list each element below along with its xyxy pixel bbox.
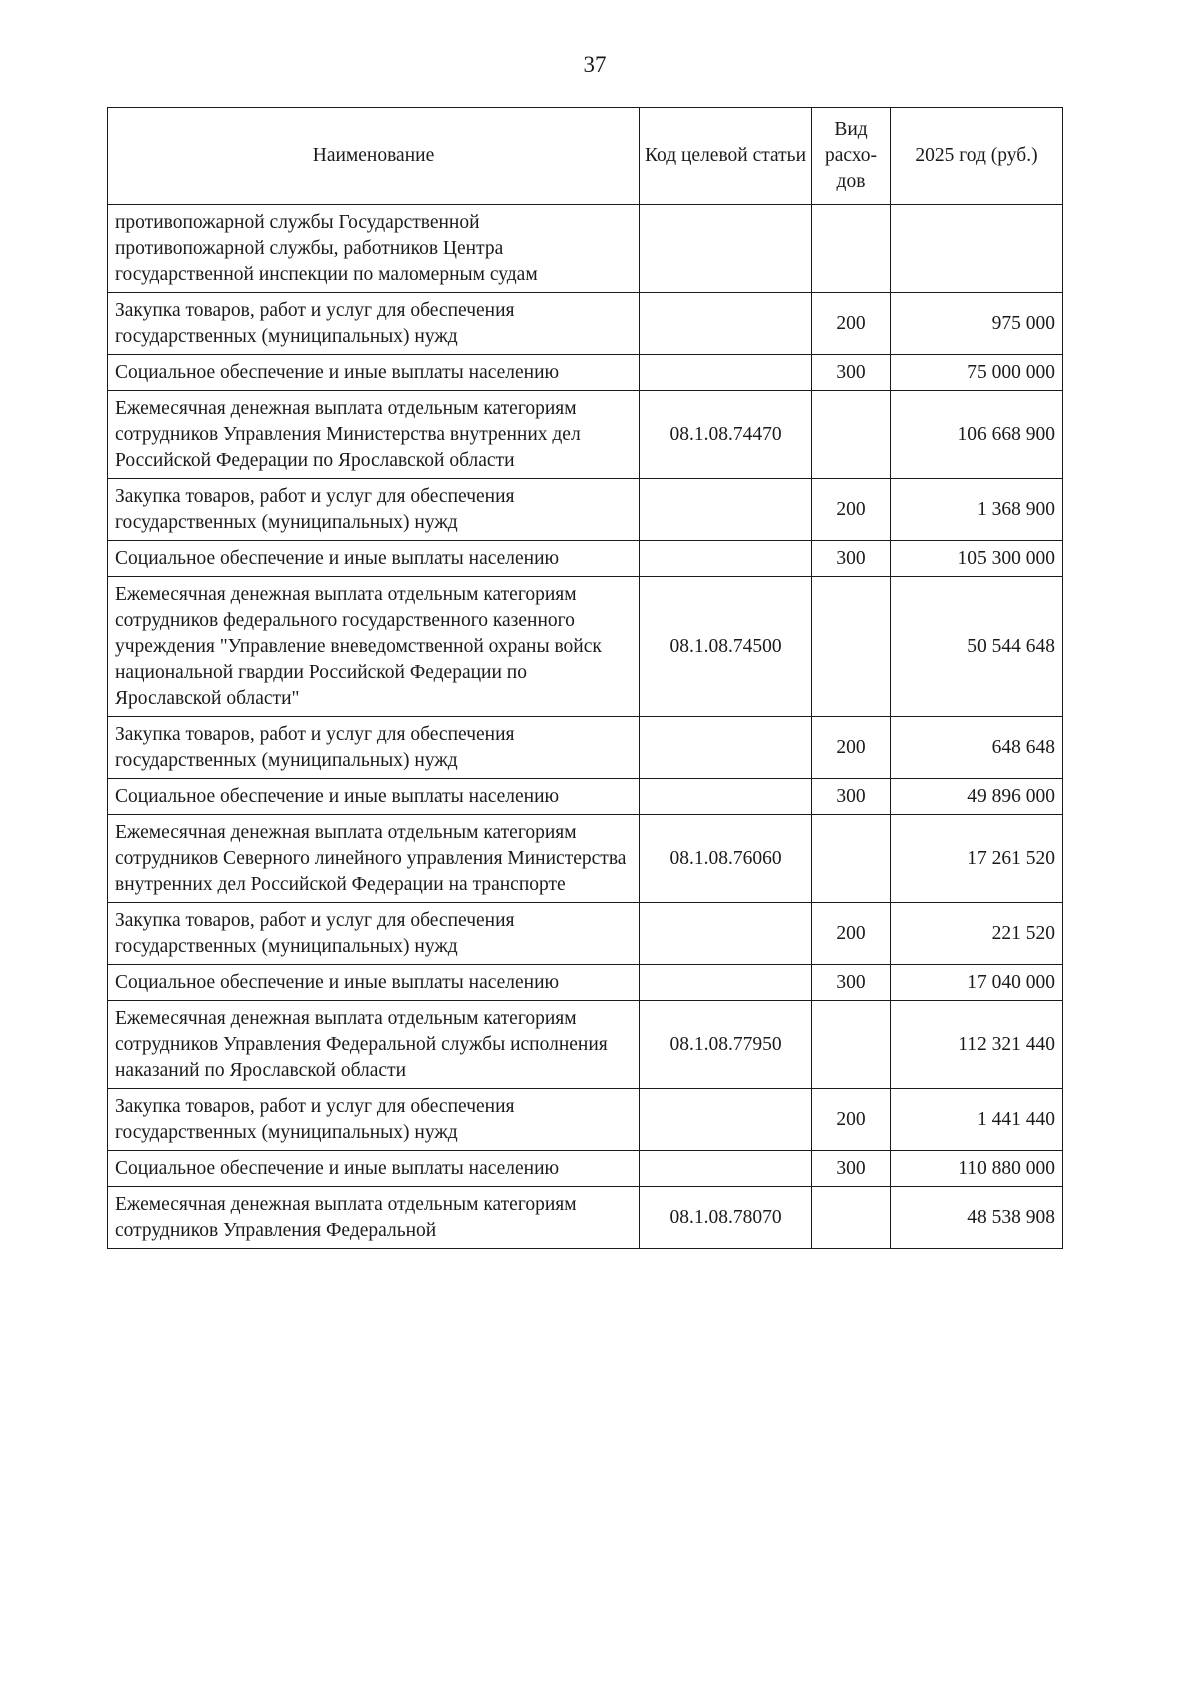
cell-kind: 300: [812, 965, 891, 1001]
cell-name: Закупка товаров, работ и услуг для обеспечения государственных (муниципальных) нужд: [108, 1089, 640, 1151]
cell-kind: 300: [812, 541, 891, 577]
cell-code: [640, 541, 812, 577]
header-kind: Вид расхо-дов: [812, 108, 891, 205]
cell-name: Социальное обеспечение и иные выплаты населению: [108, 355, 640, 391]
budget-table: [107, 107, 1063, 1249]
cell-kind: [812, 815, 891, 903]
table-row: [108, 717, 1063, 779]
cell-sum: 1 441 440: [891, 1089, 1063, 1151]
cell-code: [640, 903, 812, 965]
cell-sum: 48 538 908: [891, 1187, 1063, 1249]
cell-name: Ежемесячная денежная выплата отдельным категориям сотрудников Управления Федеральной службы исполнения наказаний по Ярославской области: [108, 1001, 640, 1089]
page-number: 37: [583, 52, 607, 77]
table-row: [108, 779, 1063, 815]
cell-code: 08.1.08.74500: [640, 577, 812, 717]
cell-name: Ежемесячная денежная выплата отдельным категориям сотрудников Северного линейного управления Министерства внутренних дел Российской Федерации на транспорте: [108, 815, 640, 903]
cell-kind: 300: [812, 355, 891, 391]
cell-sum: 648 648: [891, 717, 1063, 779]
cell-sum: [891, 205, 1063, 293]
cell-code: [640, 205, 812, 293]
cell-name: противопожарной службы Государственной противопожарной службы, работников Центра государственной инспекции по маломерным судам: [108, 205, 640, 293]
table-row: [108, 293, 1063, 355]
cell-name: Ежемесячная денежная выплата отдельным категориям сотрудников Управления Федеральной: [108, 1187, 640, 1249]
cell-sum: 49 896 000: [891, 779, 1063, 815]
cell-sum: 112 321 440: [891, 1001, 1063, 1089]
table-row: [108, 965, 1063, 1001]
table-row: [108, 1089, 1063, 1151]
cell-sum: 1 368 900: [891, 479, 1063, 541]
cell-kind: [812, 1001, 891, 1089]
cell-sum: 221 520: [891, 903, 1063, 965]
cell-kind: 200: [812, 903, 891, 965]
cell-sum: 975 000: [891, 293, 1063, 355]
cell-code: 08.1.08.74470: [640, 391, 812, 479]
cell-code: [640, 965, 812, 1001]
table-row: [108, 815, 1063, 903]
cell-name: Закупка товаров, работ и услуг для обеспечения государственных (муниципальных) нужд: [108, 479, 640, 541]
cell-code: [640, 479, 812, 541]
cell-code: [640, 779, 812, 815]
table-row: [108, 355, 1063, 391]
cell-sum: 106 668 900: [891, 391, 1063, 479]
table-row: [108, 577, 1063, 717]
cell-name: Закупка товаров, работ и услуг для обеспечения государственных (муниципальных) нужд: [108, 903, 640, 965]
cell-kind: [812, 577, 891, 717]
cell-kind: 200: [812, 479, 891, 541]
cell-kind: 200: [812, 293, 891, 355]
cell-kind: [812, 205, 891, 293]
table-row: [108, 1151, 1063, 1187]
cell-code: 08.1.08.76060: [640, 815, 812, 903]
cell-code: [640, 1151, 812, 1187]
cell-kind: [812, 1187, 891, 1249]
cell-name: Закупка товаров, работ и услуг для обеспечения государственных (муниципальных) нужд: [108, 717, 640, 779]
cell-code: [640, 1089, 812, 1151]
table-row: [108, 479, 1063, 541]
cell-name: Ежемесячная денежная выплата отдельным категориям сотрудников Управления Министерства внутренних дел Российской Федерации по Ярославской области: [108, 391, 640, 479]
cell-kind: [812, 391, 891, 479]
header-code: Код целевой статьи: [640, 108, 812, 205]
cell-name: Социальное обеспечение и иные выплаты населению: [108, 965, 640, 1001]
cell-sum: 105 300 000: [891, 541, 1063, 577]
cell-name: Социальное обеспечение и иные выплаты населению: [108, 779, 640, 815]
cell-kind: 300: [812, 1151, 891, 1187]
cell-code: 08.1.08.78070: [640, 1187, 812, 1249]
cell-kind: 200: [812, 1089, 891, 1151]
cell-sum: 17 040 000: [891, 965, 1063, 1001]
cell-name: Социальное обеспечение и иные выплаты населению: [108, 1151, 640, 1187]
header-name: Наименование: [108, 108, 640, 205]
header-sum: 2025 год (руб.): [891, 108, 1063, 205]
table-body: [108, 205, 1063, 1249]
cell-sum: 50 544 648: [891, 577, 1063, 717]
cell-sum: 110 880 000: [891, 1151, 1063, 1187]
cell-kind: 200: [812, 717, 891, 779]
table-row: [108, 205, 1063, 293]
cell-sum: 17 261 520: [891, 815, 1063, 903]
cell-name: Социальное обеспечение и иные выплаты населению: [108, 541, 640, 577]
table-row: [108, 903, 1063, 965]
table-header-row: [108, 108, 1063, 205]
table-row: [108, 1187, 1063, 1249]
cell-name: Закупка товаров, работ и услуг для обеспечения государственных (муниципальных) нужд: [108, 293, 640, 355]
cell-name: Ежемесячная денежная выплата отдельным категориям сотрудников федерального государственного казенного учреждения "Управление вневедомственной охраны войск национальной гвардии Российской Федерации по Ярославской области": [108, 577, 640, 717]
cell-code: [640, 355, 812, 391]
cell-sum: 75 000 000: [891, 355, 1063, 391]
cell-code: 08.1.08.77950: [640, 1001, 812, 1089]
table-row: [108, 541, 1063, 577]
table-row: [108, 391, 1063, 479]
table-row: [108, 1001, 1063, 1089]
cell-code: [640, 293, 812, 355]
cell-code: [640, 717, 812, 779]
cell-kind: 300: [812, 779, 891, 815]
